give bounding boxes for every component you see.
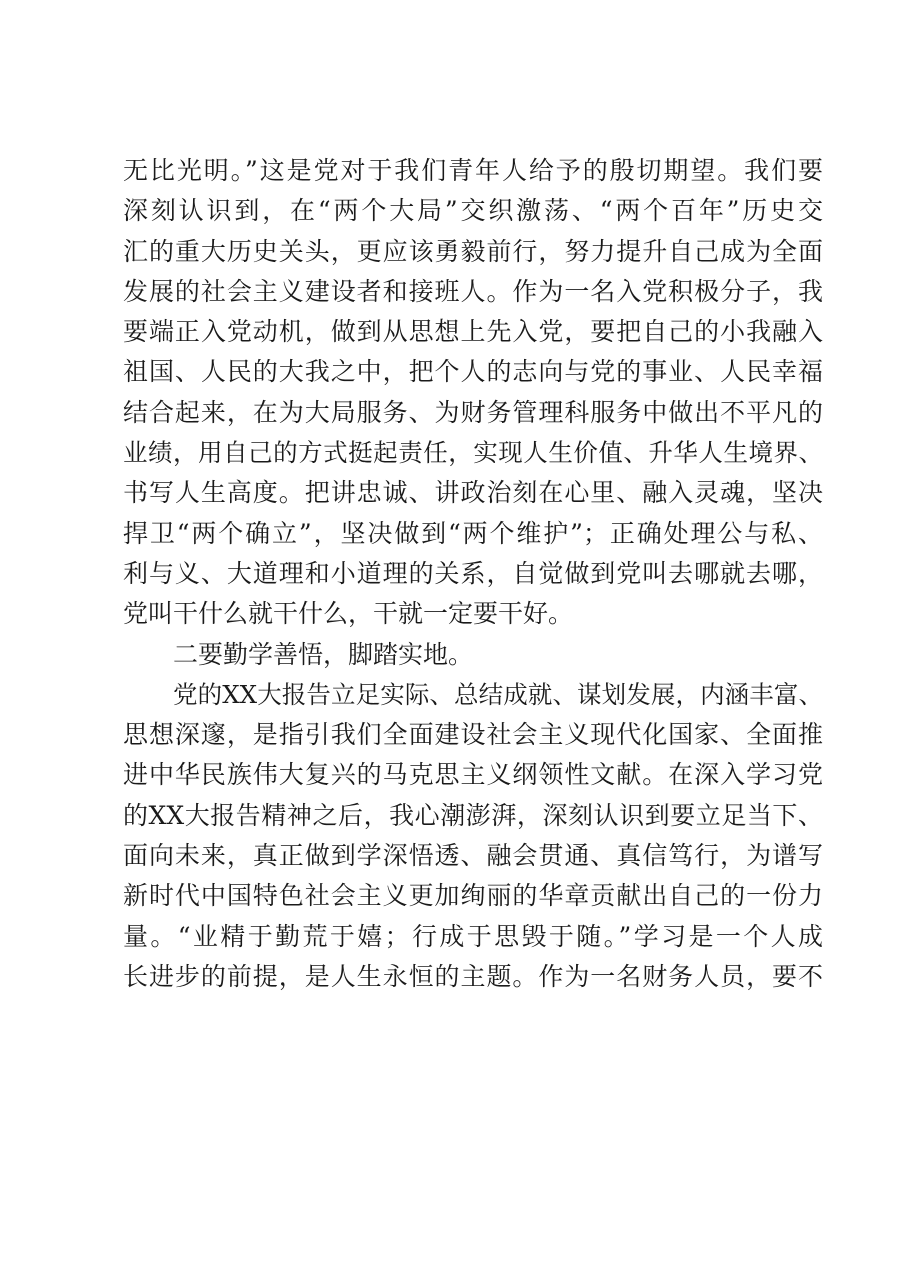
text-line: 汇的重大历史关头，更应该勇毅前行，努力提升自己成为全面: [123, 236, 823, 266]
document-body: [123, 151, 823, 997]
text-line: 思想深邃，是指引我们全面建设社会主义现代化国家、全面推: [123, 720, 823, 750]
text-line: 量。“业精于勤荒于嬉；行成于思毁于随。”学习是一个人成: [123, 921, 823, 951]
text-line: 结合起来，在为大局服务、为财务管理科服务中做出不平凡的: [123, 397, 823, 427]
text-line: 无比光明。”这是党对于我们青年人给予的殷切期望。我们要: [123, 156, 823, 185]
text-line: 发展的社会主义建设者和接班人。作为一名入党积极分子，我: [123, 276, 823, 306]
text-line: 新时代中国特色社会主义更加绚丽的华章贡献出自己的一份力: [123, 881, 823, 911]
text-line: 要端正入党动机，做到从思想上先入党，要把自己的小我融入: [123, 317, 823, 347]
text-line: 面向未来，真正做到学深悟透、融会贯通、真信笃行，为谱写: [123, 841, 823, 871]
text-line: 利与义、大道理和小道理的关系，自觉做到党叫去哪就去哪，: [123, 558, 823, 588]
text-line: 党的XX大报告立足实际、总结成就、谋划发展，内涵丰富、: [173, 679, 823, 709]
text-line: 业绩，用自己的方式挺起责任，实现人生价值、升华人生境界、: [123, 438, 823, 468]
text-line: 进中华民族伟大复兴的马克思主义纲领性文献。在深入学习党: [123, 760, 823, 790]
text-line: 长进步的前提，是人生永恒的主题。作为一名财务人员，要不: [123, 961, 823, 991]
text-line: 党叫干什么就干什么，干就一定要干好。: [123, 599, 574, 629]
text-line: 祖国、人民的大我之中，把个人的志向与党的事业、人民幸福: [123, 357, 823, 387]
text-line: 二要勤学善悟，脚踏实地。: [173, 639, 474, 669]
text-line: 书写人生高度。把讲忠诚、讲政治刻在心里、融入灵魂，坚决: [123, 478, 823, 508]
text-line: 捍卫“两个确立”，坚决做到“两个维护”；正确处理公与私、: [123, 518, 823, 548]
text-line: 深刻认识到，在“两个大局”交织激荡、“两个百年”历史交: [123, 196, 823, 226]
text-line: 的XX大报告精神之后，我心潮澎湃，深刻认识到要立足当下、: [123, 800, 823, 830]
